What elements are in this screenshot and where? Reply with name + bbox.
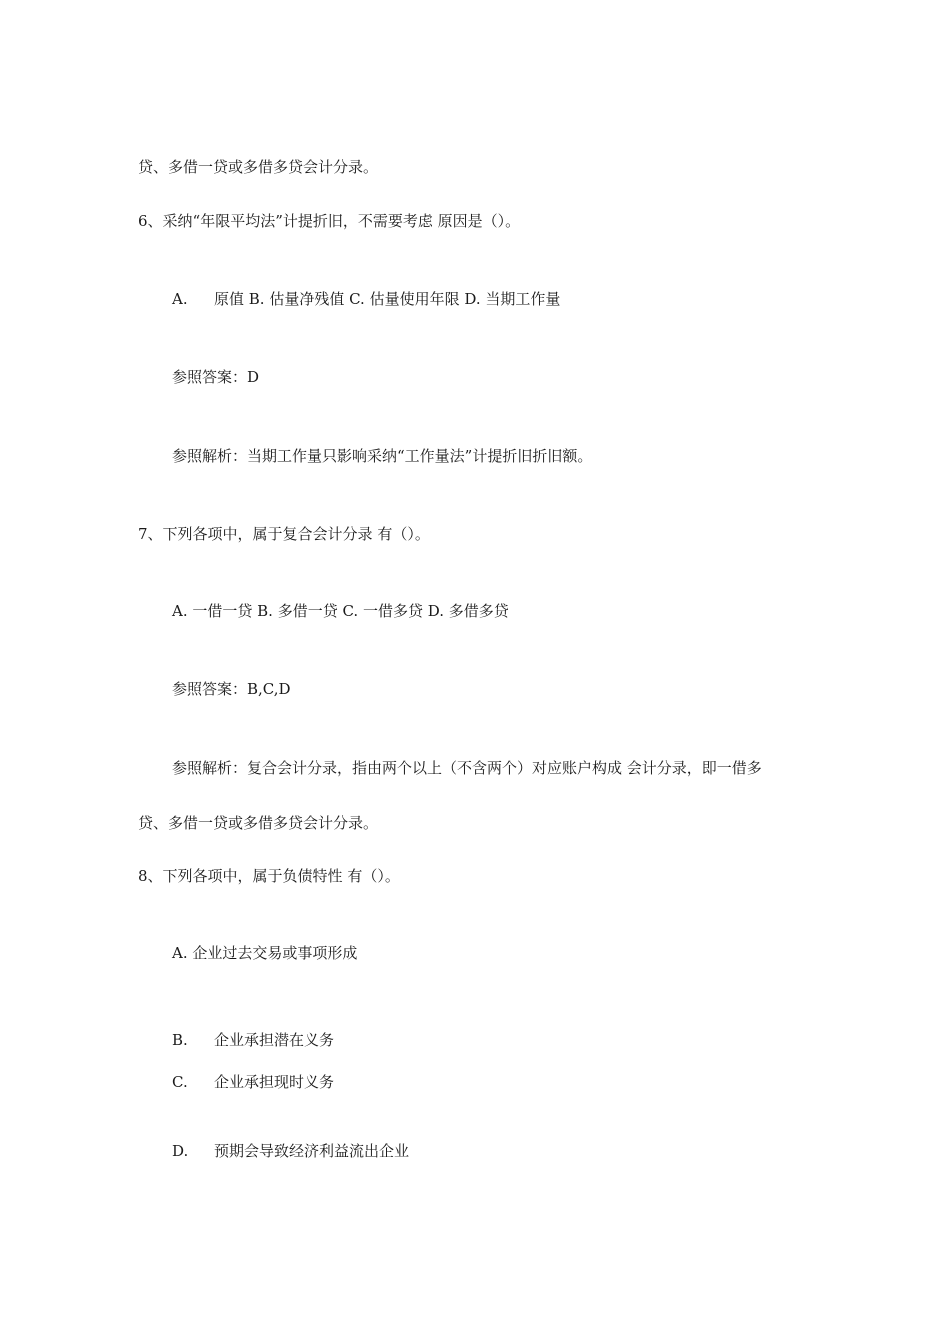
option-label: B. [172, 1031, 188, 1049]
question-8-option-c [172, 1072, 334, 1092]
question-7: 7、下列各项中，属于复合会计分录 有（）。 [138, 525, 430, 543]
option-label: A. [172, 290, 188, 308]
question-8-option-d [172, 1141, 409, 1161]
text-continuation: 贷、多借一贷或多借多贷会计分录。 [138, 158, 379, 176]
question-7-analysis: 参照解析：复合会计分录，指由两个以上（不含两个）对应账户构成 会计分录，即一借多 [172, 759, 762, 777]
option-label: C. [172, 1073, 188, 1091]
question-8-option-a: A. 企业过去交易或事项形成 [172, 944, 358, 962]
question-8-option-b [172, 1030, 334, 1050]
option-text: 预期会导致经济利益流出企业 [214, 1142, 410, 1160]
question-8: 8、下列各项中，属于负债特性 有（）。 [138, 867, 400, 885]
option-text: 企业承担潜在义务 [214, 1031, 335, 1049]
question-6-options [172, 289, 560, 309]
question-7-analysis-continued: 贷、多借一贷或多借多贷会计分录。 [138, 814, 379, 832]
question-6: 6、采纳“年限平均法”计提折旧，不需要考虑 原因是（）。 [138, 212, 521, 230]
question-7-options: A. 一借一贷 B. 多借一贷 C. 一借多贷 D. 多借多贷 [172, 602, 509, 620]
question-7-answer: 参照答案：B,C,D [172, 680, 291, 698]
question-6-analysis: 参照解析：当期工作量只影响采纳“工作量法”计提折旧折旧额。 [172, 447, 593, 465]
option-text: 原值 B. 估量净残值 C. 估量使用年限 D. 当期工作量 [214, 290, 561, 308]
option-text: 企业承担现时义务 [214, 1073, 335, 1091]
option-label: D. [172, 1142, 189, 1160]
question-6-answer: 参照答案：D [172, 368, 260, 386]
